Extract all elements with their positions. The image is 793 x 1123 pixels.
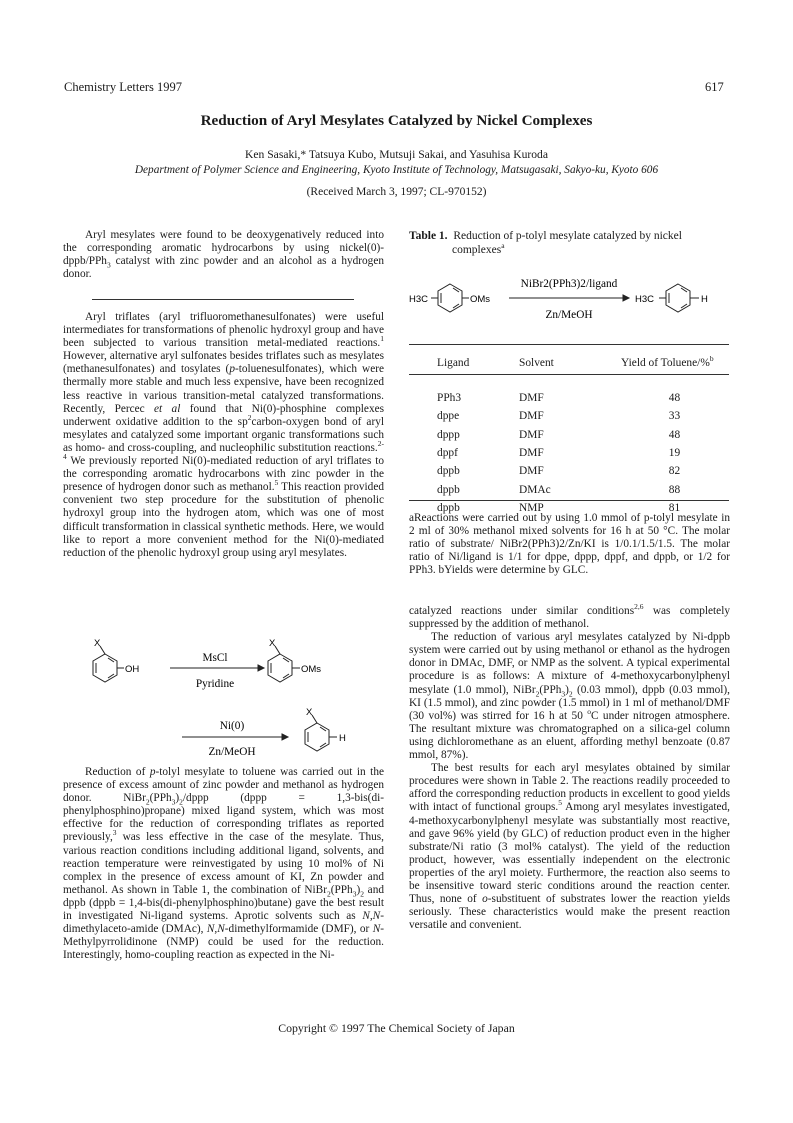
- affiliation: Department of Polymer Science and Engineering, Kyoto Institute of Technology, Matsugasaki, Sakyo-ku, Kyoto 606: [134, 164, 659, 176]
- table-label: Table 1.: [409, 230, 448, 242]
- table-footnote: aReactions were carried out by using 1.0 mmol of p-tolyl mesylate in 2 ml of 30% methanol mixed solvents for 16 h at 50 °C. The molar ratio of substrate/ NiBr2(PPh3)2/Zn/KI is 1/0.1/1.5/1.5. The molar ratio of Ni/ligand is 1/1 for dppe, dppp, dppf, and dppb, or 1/2 for PPh3. bYields were determine by GLC.: [409, 512, 730, 577]
- solvent-cell: DMAc: [519, 483, 551, 496]
- solvent-cell: DMF: [519, 410, 544, 423]
- table-caption-line1: Reduction of p-tolyl mesylate catalyzed by nickel: [453, 230, 682, 242]
- reagent-ni0: Ni(0): [219, 720, 245, 732]
- yield-cell: 81: [668, 501, 681, 514]
- yield-cell: 33: [668, 410, 681, 423]
- yield-cell: 48: [668, 428, 681, 441]
- benzene-ring-product: [305, 723, 329, 751]
- body-right: catalyzed reactions under similar conditions$^{2,6}$ was completely suppressed by the addition of methanol. The reduction of various aryl mesylates catalyzed by Ni-dppb system were carried out by using methanol or ethanol as the hydrogen donor in DMAc, DMF, or NMP as the solvent. A typical experimental procedure is as follows: A mixture of 4-methoxycarbonylphenyl mesylate (1.0 mmol), $NiBr_2(PPh_3)_2$ (0.03 mmol), dppb (0.03 mmol), KI (1.5 mmol), and zinc powder (1.5 mmol) in 1 ml of methanol/DMF (30 vol%) was stirred for 16 h at 50 $^o$C under nitrogen atmosphere. The resultant mixture was chromatographed on a silica-gel column using dichloromethane as an eluent, affording methyl benzoate (0.87 mmol, 87%). The best results for each aryl mesylates obtained by similar procedures were shown in Table 2. The reactions readily proceeded to afford the corresponding reduction products in excellent to good yields with intact of functional groups.$^5$ Among aryl mesylates investigated, 4-methoxycarbonylphenyl mesylate was substantially most reactive, and gave 96% yield (by GLC) of reduction product even in the higher substrate/Ni ratio (3 mol% catalyst). The yield of the reduction product, however, was essentially independent on the electronic properties of the aryl moiety. Furthermore, the reaction also seems to be insensitive toward steric conditions around the reaction center. Thus, none of o-substituent of substrates lower the reaction yields seriously. These characteristics would make the present reaction versatile and convenient.: [409, 602, 731, 932]
- substituent-x-label: X: [94, 638, 101, 649]
- received-date: (Received March 3, 1997; CL-970152): [306, 186, 487, 198]
- benzene-ring-mesylate: [268, 654, 292, 682]
- solvent-cell: DMF: [519, 392, 544, 405]
- h-label: H: [701, 294, 708, 305]
- author-list: Ken Sasaki,* Tatsuya Kubo, Mutsuji Sakai, and Yasuhisa Kuroda: [245, 148, 548, 161]
- solvent-cell: DMF: [519, 428, 544, 441]
- solvent-cell: NMP: [519, 501, 544, 514]
- yield-cell: 19: [668, 447, 681, 460]
- col-header-solvent: Solvent: [519, 357, 554, 369]
- ligand-cell: dppe: [437, 410, 460, 423]
- body-left-1: Aryl triflates (aryl trifluoromethanesulfonates) were useful intermediates for transformations of phenolic hydroxyl group and have been subjected to various transition metal-mediated reactions.$^1$ However, alternative aryl sulfonates besides triflates such as mesylates (methanesulfonates) and tosylates (p-toluenesulfonates), which were thermally more stable and much less expensive, have been recognized less reactive in various transition-metal catalyzed transformations. Recently, Percec et al found that Ni(0)-phosphine complexes underwent oxidative addition to the $sp^2carbon$-oxygen bond of aryl mesylates and catalyzed some important organic transformations such as homo- and cross-coupling, and nucleophilic substitution reactions.$^{2-4}$ We previously reported Ni(0)-mediated reduction of aryl triflates to the corresponding aromatic hydrocarbons with zinc powder in the presence of hydrogen donor such as methanol.$^5$ This reaction provided convenient two step procedure for the substitution of phenolic hydroxyl group into the hydrogen atom, which was one of most difficult transformation in classical synthetic methods. Here, we would like to report a more convenient method for the Ni(0)-mediated reduction of the phenolic hydroxyl group using aryl mesylates.: [63, 311, 385, 559]
- benzene-ring-phenol: [93, 654, 117, 682]
- table-1: [409, 347, 729, 517]
- yield-cell: 48: [668, 392, 681, 405]
- body-left-2: Reduction of p-tolyl mesylate to toluene was carried out in the presence of excess amount of zinc powder and methanol as hydrogen donor. $NiBr_2(PPh_3)_2$/dppp (dppp = 1,3-bis(di-phenylphosphino)propane) mixed ligand system, which was most effective for the reduction of corresponding triflates as reported previously,$^3$ was less effective in the case of the mesylate. Thus, various reaction conditions including additional ligand, solvents, and reaction temperature were reinvestigated by using 10 mol% of Ni complex in the presence of excess amount of KI, Zn powder and methanol. As shown in Table 1, the combination of $NiBr_2(PPh_3)_2$ and dppb (dppb = 1,4-bis(di-phenylphosphino)butane) gave the best result in investigated Ni-ligand systems. Aprotic solvents such as N,N-dimethylaceto-amide (DMAc), N,N-dimethylformamide (DMF), or N-Methylpyrrolidinone (NMP) could be used for the reduction. Interestingly, homo-coupling reaction as expected in the Ni-: [63, 766, 385, 962]
- table-row: [409, 462, 729, 480]
- reagent-pyridine: Pyridine: [195, 678, 235, 690]
- solvent-cell: DMF: [519, 447, 544, 460]
- ligand-cell: dppp: [437, 428, 460, 441]
- benzene-ring-toluene: [666, 284, 690, 312]
- ligand-cell: dppb: [437, 465, 460, 478]
- table-row: [409, 480, 729, 498]
- h-group-label: H: [339, 733, 346, 744]
- table-caption-sup: a: [501, 241, 505, 251]
- reagent-mscl: MsCl: [202, 652, 228, 664]
- table-row: [409, 426, 729, 444]
- reductant-label: Zn/MeOH: [545, 309, 593, 321]
- ligand-cell: dppb: [437, 501, 460, 514]
- oh-group-label: OH: [125, 664, 140, 675]
- ligand-cell: dppb: [437, 483, 460, 496]
- table-row: [409, 444, 729, 462]
- table-row: [409, 389, 729, 407]
- methyl-label-right: H3C: [635, 294, 655, 305]
- copyright-footer: Copyright © 1997 The Chemical Society of Japan: [278, 1021, 515, 1035]
- substituent-x-label: X: [306, 707, 313, 718]
- abstract-divider: [92, 299, 354, 300]
- methyl-label-left: H3C: [409, 294, 429, 305]
- page-number: 617: [705, 80, 724, 94]
- reaction-scheme-1: [60, 636, 390, 766]
- running-header-journal: Chemistry Letters 1997: [64, 80, 183, 94]
- table1-scheme: [409, 270, 739, 330]
- table-bottom-rule: [409, 500, 729, 501]
- table-caption-line2: complexes: [452, 244, 502, 256]
- catalyst-label: NiBr2(PPh3)2/ligand: [520, 278, 618, 290]
- table-header-row: [409, 347, 729, 379]
- substituent-x-label: X: [269, 638, 276, 649]
- ligand-cell: PPh3: [437, 392, 462, 405]
- table-row: [409, 407, 729, 425]
- reagent-zn-meoh: Zn/MeOH: [208, 746, 256, 758]
- solvent-cell: DMF: [519, 465, 544, 478]
- ligand-cell: dppf: [437, 447, 458, 460]
- article-title: Reduction of Aryl Mesylates Catalyzed by Nickel Complexes: [200, 112, 593, 129]
- oms-group-label: OMs: [301, 664, 322, 675]
- table-top-rule: [409, 344, 729, 345]
- yield-cell: 82: [668, 465, 681, 478]
- col-header-yield: Yield of Toluene/%$^b$: [621, 354, 714, 369]
- abstract: Aryl mesylates were found to be deoxygenatively reduced into the corresponding aromatic hydrocarbons by using nickel(0)-dppb/PPh$_3$ catalyst with zinc powder and an alcohol as a hydrogen donor.: [63, 229, 384, 281]
- table-caption: [409, 229, 729, 257]
- benzene-ring-tolyl-mesylate: [438, 284, 462, 312]
- col-header-ligand: Ligand: [437, 357, 470, 369]
- oms-label: OMs: [470, 294, 491, 305]
- yield-cell: 88: [668, 483, 681, 496]
